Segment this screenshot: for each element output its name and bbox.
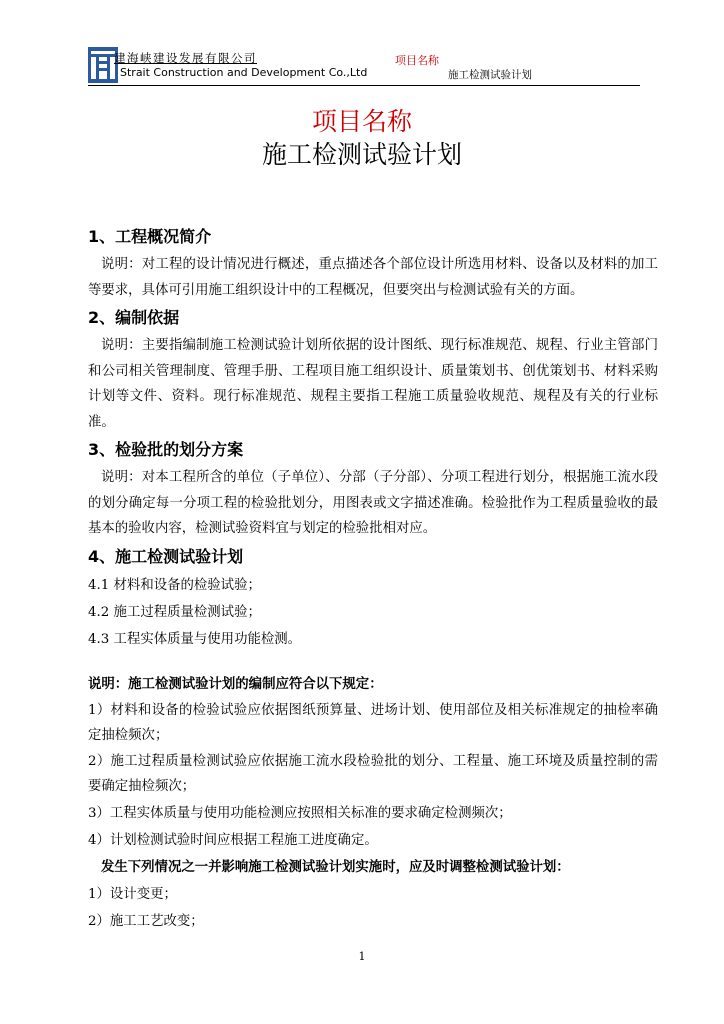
- section-4-item: 4.3 工程实体质量与使用功能检测。: [88, 631, 302, 647]
- note-heading: 说明：施工检测试验计划的编制应符合以下规定：: [88, 676, 383, 692]
- page-header: [88, 47, 640, 87]
- section-1-heading: 1、工程概况简介: [88, 227, 212, 246]
- adjust-item: 1）设计变更；: [88, 886, 177, 902]
- section-4-item: 4.1 材料和设备的检验试验；: [88, 577, 261, 593]
- header-company-en: Strait Construction and Development Co.,Ltd: [120, 66, 368, 79]
- header-plan-name: 施工检测试验计划: [448, 69, 532, 81]
- adjust-heading: 发生下列情况之一并影响施工检测试验计划实施时，应及时调整检测试验计划：: [101, 859, 570, 875]
- note-item: 1）材料和设备的检验试验应依据图纸预算量、进场计划、使用部位及相关标准规定的抽检率确定抽检频次；: [88, 702, 658, 743]
- note-item: 3）工程实体质量与使用功能检测应按照相关标准的要求确定检测频次；: [88, 805, 512, 821]
- adjust-item: 2）施工工艺改变；: [88, 913, 204, 929]
- note-item: 4）计划检测试验时间应根据工程施工进度确定。: [88, 832, 378, 848]
- header-project-name: 项目名称: [395, 54, 439, 67]
- header-divider: [88, 85, 640, 86]
- document-body: [88, 222, 658, 935]
- note-item: 2）施工过程质量检测试验应依据施工流水段检验批的划分、工程量、施工环境及质量控制的需要确定抽检频次；: [88, 753, 658, 794]
- section-3-body: 说明：对本工程所含的单位（子单位）、分部（子分部）、分项工程进行划分，根据施工流水段的划分确定每一分项工程的检验批划分，用图表或文字描述准确。检验批作为工程质量验收的最基本的验收内容，检测试验资料宜与划定的检验批相对应。: [88, 470, 658, 536]
- title-main: 施工检测试验计划: [261, 140, 462, 169]
- page-number: 1: [358, 950, 366, 963]
- section-4-item: 4.2 施工过程质量检测试验；: [88, 604, 261, 620]
- section-4-heading: 4、施工检测试验计划: [88, 546, 244, 566]
- header-company-cn: 建海峡建设发展有限公司: [114, 51, 257, 65]
- section-1-body: 说明：对工程的设计情况进行概述，重点描述各个部位设计所选用材料、设备以及材料的加工等要求，具体可引用施工组织设计中的工程概况，但要突出与检测试验有关的方面。: [88, 257, 658, 298]
- section-3-heading: 3、检验批的划分方案: [88, 440, 244, 459]
- section-2-body: 说明：主要指编制施工检测试验计划所依据的设计图纸、现行标准规范、规程、行业主管部门和公司相关管理制度、管理手册、工程项目施工组织设计、质量策划书、创优策划书、材料采购计划等文件、资料。现行标准规范、规程主要指工程施工质量验收规范、规程及有关的行业标准。: [88, 338, 658, 430]
- title-project: 项目名称: [311, 107, 412, 136]
- section-2-heading: 2、编制依据: [88, 308, 180, 327]
